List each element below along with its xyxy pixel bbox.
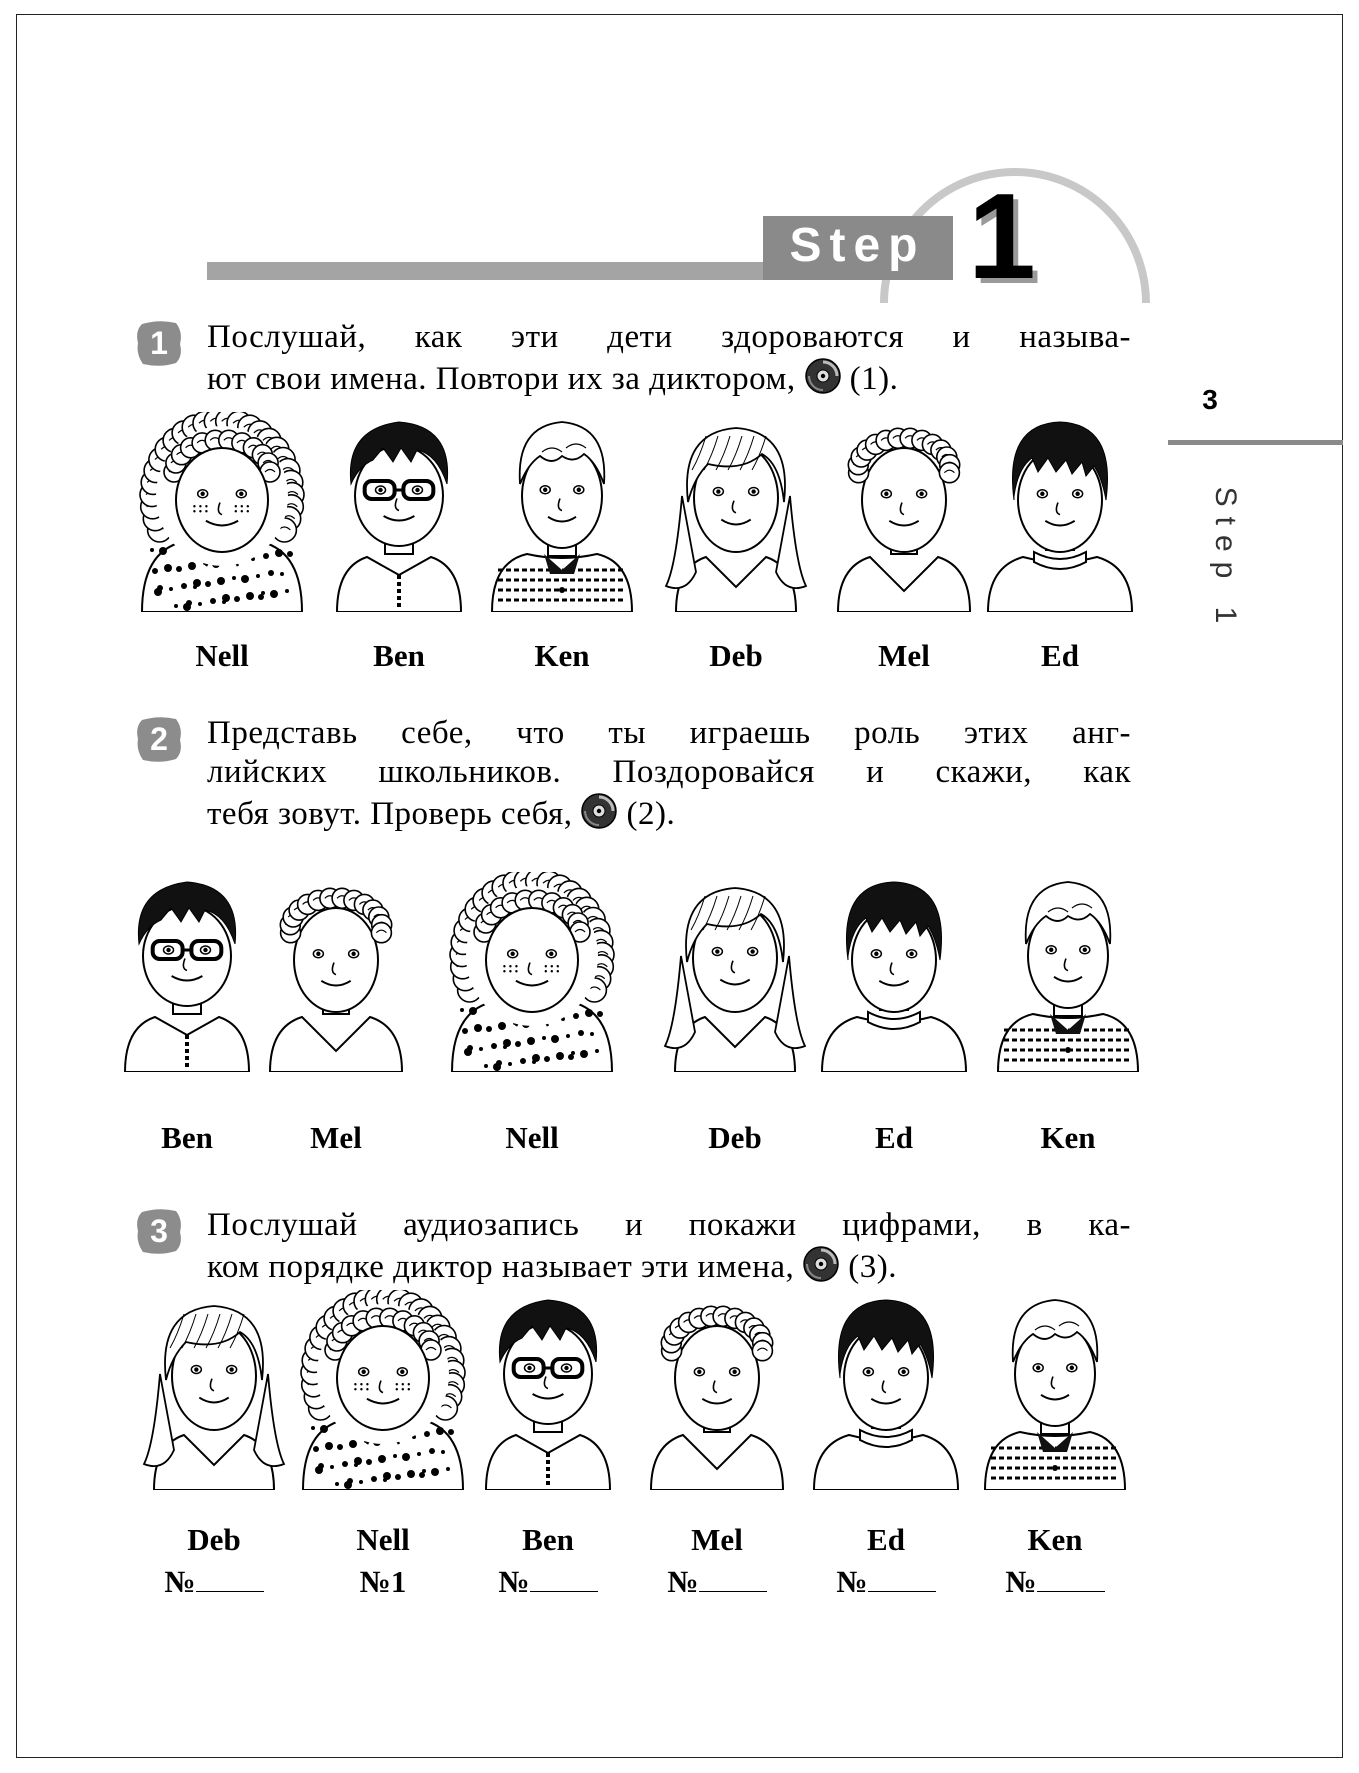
dark-hair-boy-portrait [800, 1290, 972, 1495]
page-number: 3 [1202, 384, 1218, 415]
task-badge-1 [134, 318, 184, 368]
task-number: 3 [150, 1213, 168, 1249]
instruction-line: Представь себе, что ты играешь роль этих анг- [207, 715, 1131, 751]
child-name: Nell [195, 638, 249, 673]
instruction-line: тебя зовут. Проверь себя, (2). [207, 792, 1131, 840]
child-name: Mel [310, 1120, 362, 1155]
curly-girl-portrait [446, 872, 618, 1077]
track-number: (3). [848, 1249, 897, 1285]
answer-field[interactable] [821, 1564, 951, 1600]
answer-prefix: № [164, 1564, 196, 1599]
answer-prefix: № [498, 1564, 530, 1599]
instruction-line: Послушай аудиозапись и покажи цифрами, в ка- [207, 1207, 1131, 1243]
answer-prefix: № [667, 1564, 699, 1599]
child-name: Ken [1040, 1120, 1096, 1155]
curly-boy-portrait [818, 412, 990, 617]
child-name: Ken [1027, 1522, 1083, 1557]
instruction-line: ком порядке диктор называет эти имена, (3). [207, 1245, 1131, 1293]
audio-cd-icon[interactable] [804, 357, 842, 405]
answer-blank[interactable] [699, 1569, 767, 1592]
long-hair-girl-portrait [650, 412, 822, 617]
answer-prefix: № [359, 1564, 391, 1599]
task-number: 2 [150, 721, 168, 757]
glasses-boy-portrait [313, 412, 485, 617]
instruction-line: лийских школьников. Поздоровайся и скажи, как [207, 754, 1131, 790]
header-bar [207, 262, 787, 280]
audio-cd-icon[interactable] [802, 1245, 840, 1293]
answer-prefix: № [1005, 1564, 1037, 1599]
glasses-boy-portrait [462, 1290, 634, 1495]
child-name: Ken [534, 638, 590, 673]
task-2-instruction [207, 714, 1131, 840]
child-name: Nell [356, 1522, 410, 1557]
curly-boy-portrait [250, 872, 422, 1077]
answer-blank[interactable] [1037, 1569, 1105, 1592]
instruction-line: Послушай, как эти дети здороваются и называ- [207, 319, 1131, 355]
task-badge-2 [134, 714, 184, 764]
long-hair-girl-portrait [128, 1290, 300, 1495]
answer-field[interactable] [652, 1564, 782, 1600]
side-divider [1168, 440, 1343, 445]
child-name: Ed [875, 1120, 913, 1155]
dark-hair-boy-portrait [808, 872, 980, 1077]
answer-field[interactable] [149, 1564, 279, 1600]
child-name: Nell [505, 1120, 559, 1155]
step-label: Step [789, 219, 926, 272]
child-name: Deb [708, 1120, 762, 1155]
curly-boy-portrait [631, 1290, 803, 1495]
answer-prefix: № [836, 1564, 868, 1599]
answer-blank[interactable] [196, 1569, 264, 1592]
glasses-boy-portrait [101, 872, 273, 1077]
child-name: Deb [709, 638, 763, 673]
task-badge-3 [134, 1206, 184, 1256]
child-name: Ed [867, 1522, 905, 1557]
answer-field[interactable] [483, 1564, 613, 1600]
answer-value: 1 [390, 1564, 407, 1599]
curly-girl-portrait [297, 1290, 469, 1495]
striped-boy-portrait [476, 412, 648, 617]
striped-boy-portrait [982, 872, 1154, 1077]
answer-field[interactable] [990, 1564, 1120, 1600]
child-name: Ben [522, 1522, 574, 1557]
task-1-instruction [207, 318, 1131, 405]
side-step-label: Step 1 [1209, 486, 1242, 634]
dark-hair-boy-portrait [974, 412, 1146, 617]
child-name: Mel [878, 638, 930, 673]
task-number: 1 [150, 325, 168, 361]
striped-boy-portrait [969, 1290, 1141, 1495]
child-name: Mel [691, 1522, 743, 1557]
curly-girl-portrait [136, 412, 308, 617]
track-number: (2). [626, 796, 676, 832]
step-number: 1 [968, 168, 1036, 304]
track-number: (1). [849, 361, 899, 397]
child-name: Deb [187, 1522, 241, 1557]
child-name: Ben [161, 1120, 213, 1155]
audio-cd-icon[interactable] [580, 792, 618, 840]
answer-field [318, 1564, 448, 1600]
answer-blank[interactable] [530, 1569, 598, 1592]
long-hair-girl-portrait [649, 872, 821, 1077]
answer-blank[interactable] [868, 1569, 936, 1592]
task-3-instruction [207, 1206, 1131, 1293]
child-name: Ben [373, 638, 425, 673]
child-name: Ed [1041, 638, 1079, 673]
instruction-line: ют свои имена. Повтори их за диктором, (1). [207, 357, 1131, 405]
